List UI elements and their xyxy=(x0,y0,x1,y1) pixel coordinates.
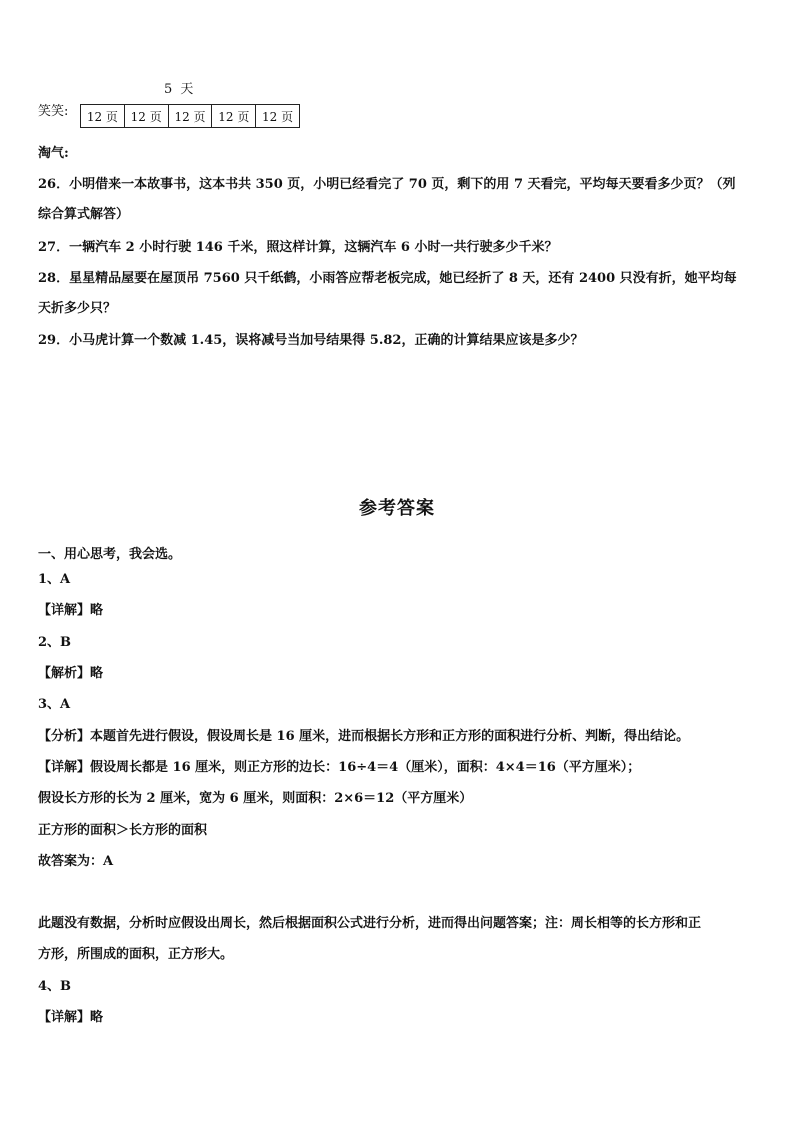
page-cell: 12 页 xyxy=(169,105,213,127)
question-28-line2: 天折多少只？ xyxy=(38,301,117,316)
days-label: 5 天 xyxy=(164,82,196,97)
question-28-line1: 28．星星精品屋要在屋顶吊 7560 只千纸鹤，小雨答应帮老板完成，她已经折了 8 天，还有 2400 只没有折，她平均每 xyxy=(38,271,737,286)
answer-item: 【详解】假设周长都是 16 厘米，则正方形的边长：16÷4＝4（厘米），面积：4×4＝16（平方厘米）； xyxy=(38,760,641,775)
answer-item: 4、B xyxy=(38,979,72,994)
page-cell: 12 页 xyxy=(81,105,125,127)
answers-section-heading: 一、用心思考，我会选。 xyxy=(38,547,182,562)
answers-title: 参考答案 xyxy=(359,498,435,519)
xiaoxiao-label: 笑笑: xyxy=(38,104,69,119)
question-29: 29．小马虎计算一个数减 1.45，误将减号当加号结果得 5.82，正确的计算结果应该是多少？ xyxy=(38,333,584,348)
page-cell: 12 页 xyxy=(212,105,256,127)
answer-item: 1、A xyxy=(38,572,71,587)
answer-item: 此题没有数据，分析时应假设出周长，然后根据面积公式进行分析，进而得出问题答案；注：周长相等的长方形和正 xyxy=(38,916,702,931)
answer-item: 故答案为：A xyxy=(38,854,114,869)
page-cell: 12 页 xyxy=(262,109,294,124)
answer-item: 3、A xyxy=(38,697,71,712)
answer-item: 【详解】略 xyxy=(38,603,104,618)
answer-item: 2、B xyxy=(38,635,72,650)
question-27: 27．一辆汽车 2 小时行驶 146 千米，照这样计算，这辆汽车 6 小时一共行驶多少千米？ xyxy=(38,240,558,255)
answer-item: 正方形的面积＞长方形的面积 xyxy=(38,823,208,838)
answer-item: 方形，所围成的面积，正方形大。 xyxy=(38,947,234,962)
taoqi-label: 淘气: xyxy=(38,146,69,161)
question-26-line1: 26．小明借来一本故事书，这本书共 350 页，小明已经看完了 70 页，剩下的用 7 天看完，平均每天要看多少页？（列 xyxy=(38,177,736,192)
pages-segment-bar xyxy=(80,104,300,128)
answer-item: 【详解】略 xyxy=(38,1010,104,1025)
answer-item: 【分析】本题首先进行假设，假设周长是 16 厘米，进而根据长方形和正方形的面积进行分析、判断，得出结论。 xyxy=(38,729,690,744)
answer-item: 假设长方形的长为 2 厘米，宽为 6 厘米，则面积：2×6＝12（平方厘米） xyxy=(38,791,473,806)
answer-item: 【解析】略 xyxy=(38,666,104,681)
question-26-line2: 综合算式解答） xyxy=(38,207,130,222)
page-cell: 12 页 xyxy=(125,105,169,127)
